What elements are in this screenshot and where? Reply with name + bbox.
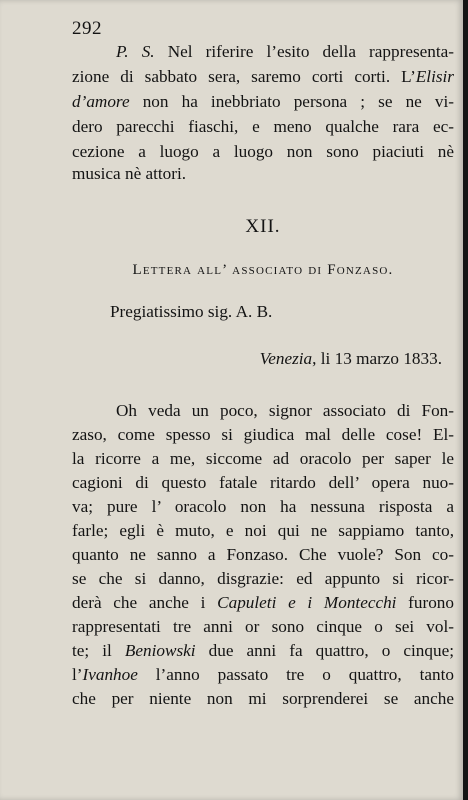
text-line: cagioni di questo fatale ritardo dell’ opera nuo-: [72, 473, 454, 492]
text-line: derà che anche i Capuleti e i Montecchi furono: [72, 593, 454, 612]
text-line: se che si danno, disgrazie: ed appunto si ricor-: [72, 569, 454, 588]
text-line: dero parecchi fiaschi, e meno qualche rara ec-: [72, 117, 454, 136]
text-line: musica nè attori.: [72, 164, 187, 183]
letter-title: Lettera all’ associato di Fonzaso.: [132, 262, 394, 278]
text-line: P. S. Nel riferire l’esito della rappresenta-: [116, 42, 454, 61]
text-line: va; pure l’ oracolo non ha nessuna risposta a: [72, 497, 454, 516]
text-line: cezione a luogo a luogo non sono piaciuti nè: [72, 142, 454, 161]
text-line: farle; egli è muto, e noi qui ne sappiamo tanto,: [72, 521, 454, 540]
text-line: zione di sabbato sera, saremo corti corti. L’Elisir: [72, 67, 454, 86]
text-line: la ricorre a me, siccome ad oracolo per saper le: [72, 449, 454, 468]
text-line: te; il Beniowski due anni fa quattro, o cinque;: [72, 641, 454, 660]
text-line: l’Ivanhoe l’anno passato tre o quattro, tanto: [72, 665, 454, 684]
text-line: rappresentati tre anni or sono cinque o sei vol-: [72, 617, 454, 636]
page-number: 292: [72, 18, 102, 39]
text-line: zaso, come spesso si giudica mal delle cose! El-: [72, 425, 454, 444]
dateline: Venezia, li 13 marzo 1833.: [259, 349, 442, 368]
text-line: d’amore non ha inebbriato persona ; se ne vi-: [72, 92, 454, 111]
text-line: Oh veda un poco, signor associato di Fon-: [116, 401, 454, 420]
salutation: Pregiatissimo sig. A. B.: [110, 302, 273, 321]
page-edge-shadow: [463, 0, 468, 800]
section-numeral: XII.: [245, 216, 281, 237]
text-line: che per niente non mi sorprenderei se anche: [72, 689, 454, 708]
text-line: quanto ne sanno a Fonzaso. Che vuole? Son co-: [72, 545, 454, 564]
